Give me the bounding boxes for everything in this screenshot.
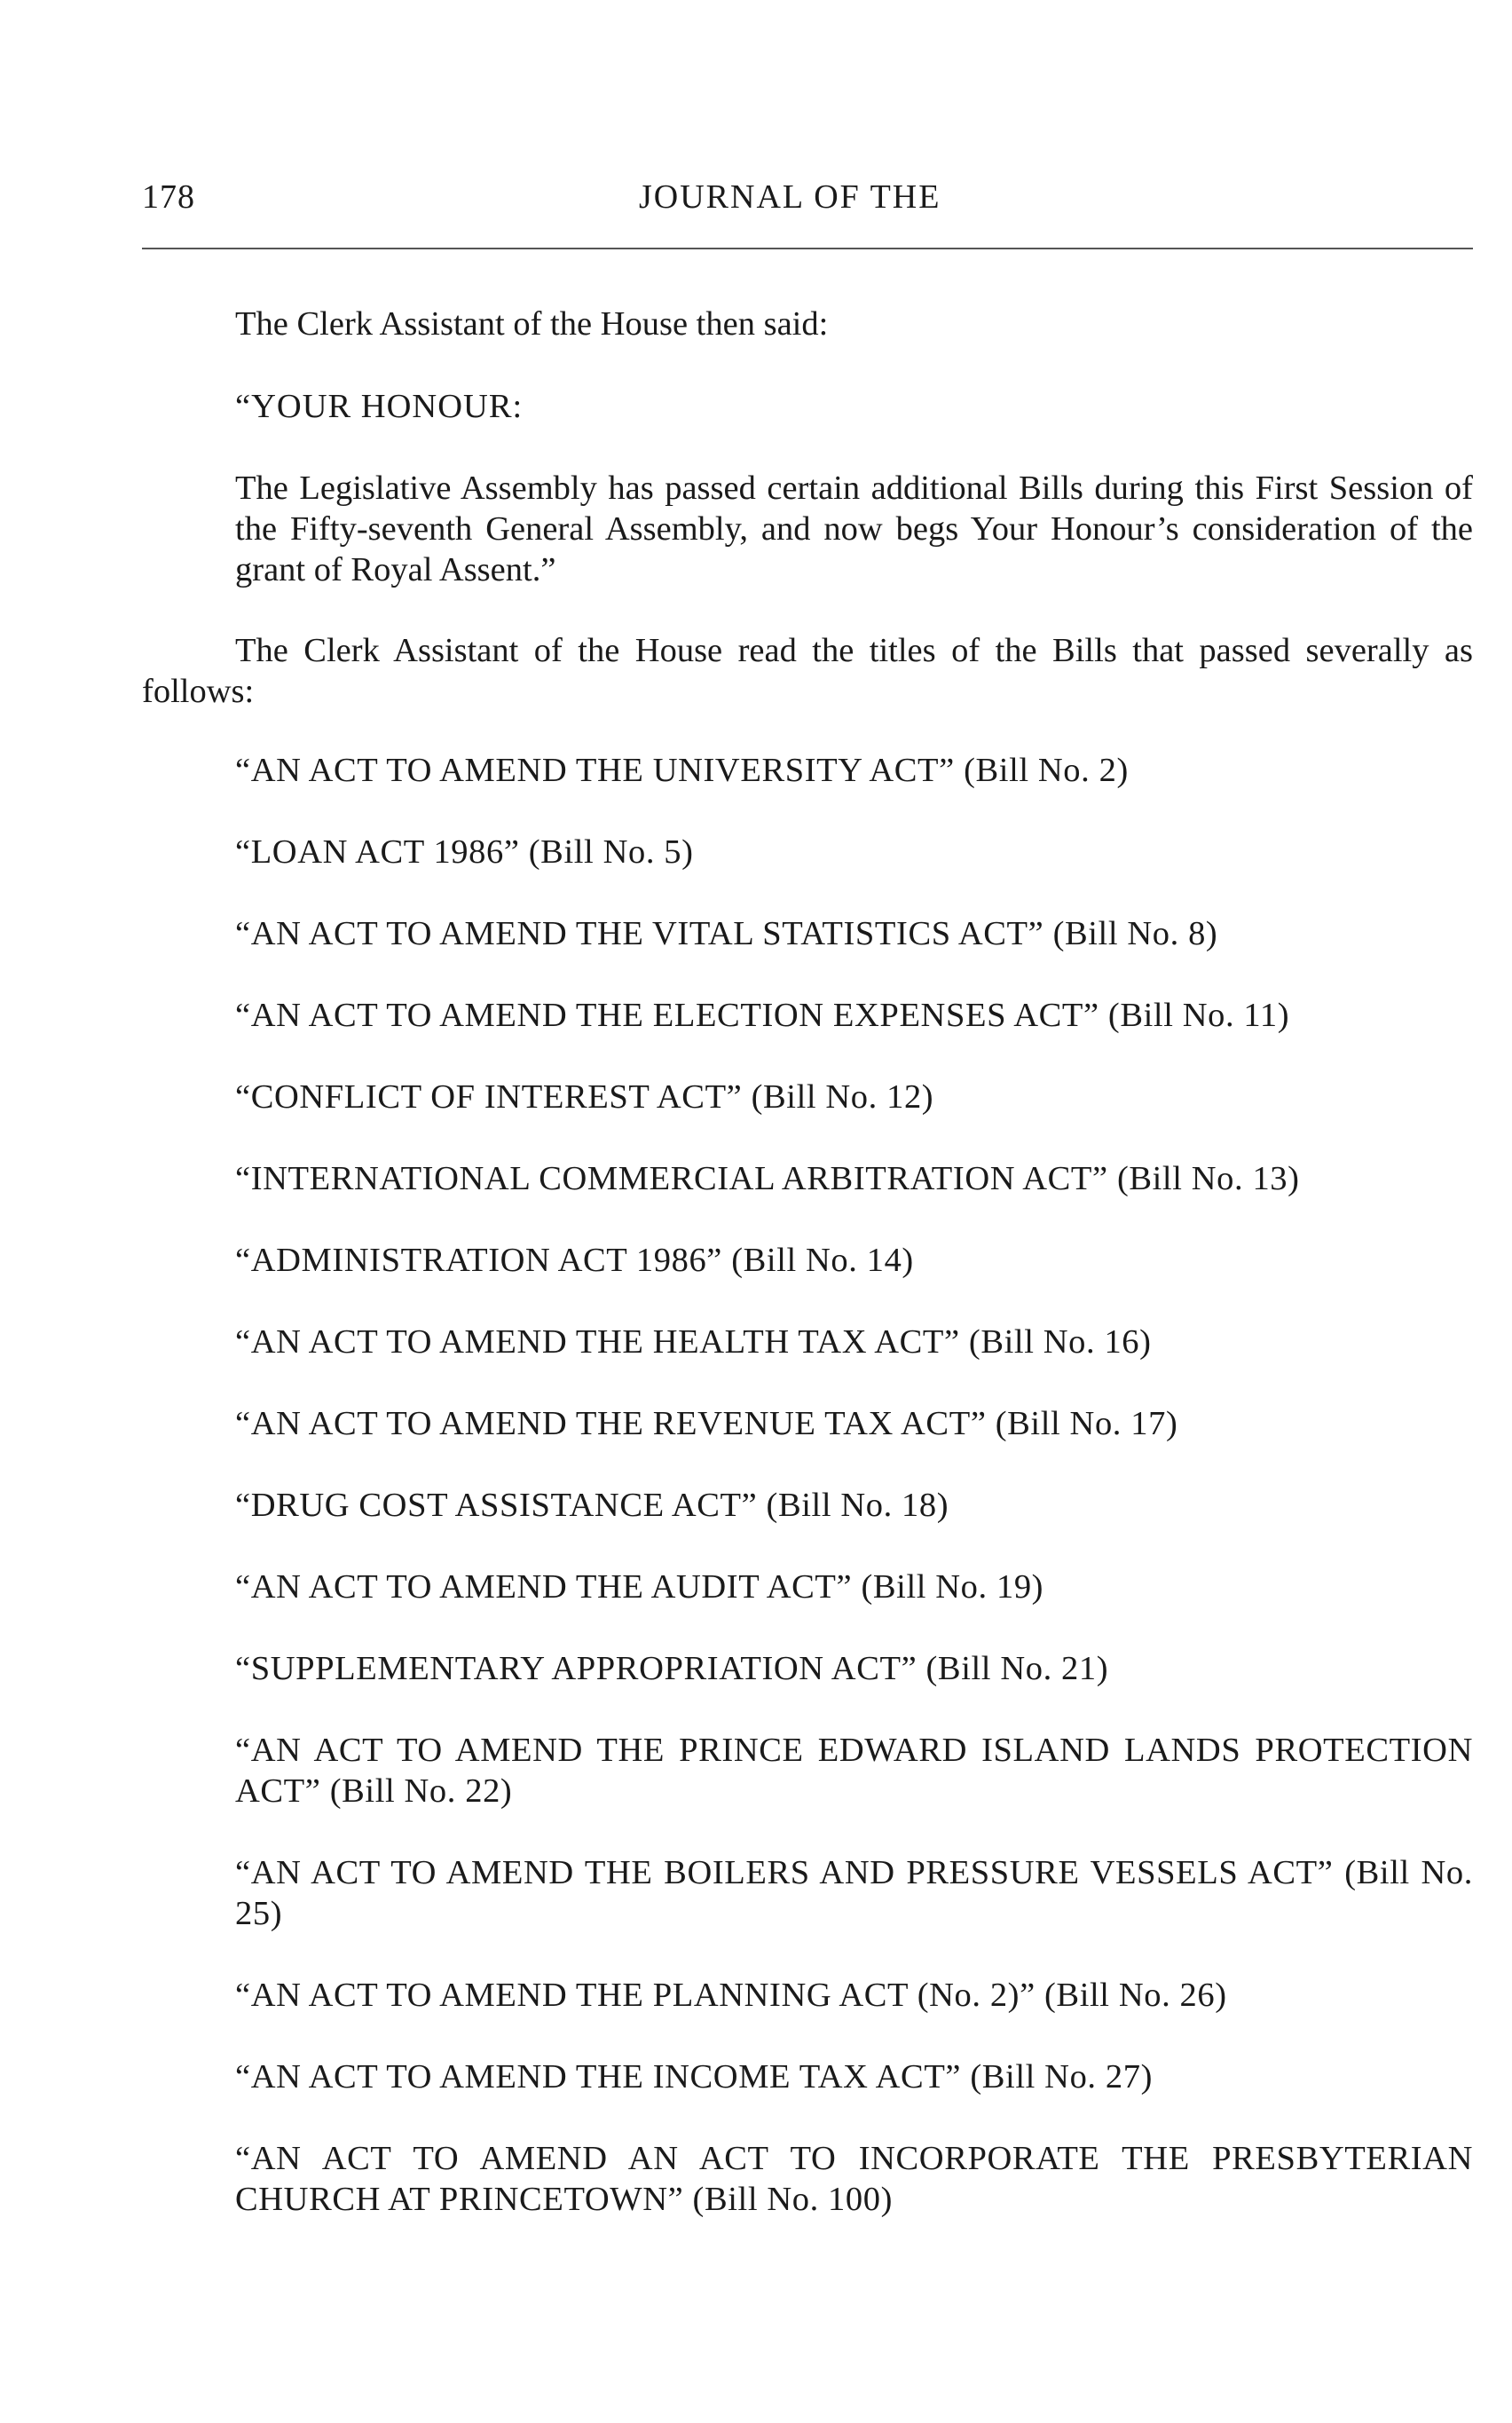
bill-item: “AN ACT TO AMEND THE VITAL STATISTICS ACT” (Bill No. 8): [235, 915, 1218, 952]
bill-item: “AN ACT TO AMEND THE BOILERS AND PRESSURE VESSELS ACT” (Bill No. 25): [235, 1854, 1473, 1932]
page-header: [142, 178, 1473, 231]
bill-item: “AN ACT TO AMEND THE PLANNING ACT (No. 2)” (Bill No. 26): [235, 1977, 1227, 2014]
running-head: JOURNAL OF THE: [639, 178, 941, 216]
bill-item: “DRUG COST ASSISTANCE ACT” (Bill No. 18): [235, 1487, 949, 1524]
bill-item: “AN ACT TO AMEND THE PRINCE EDWARD ISLAND LANDS PROTECTION ACT” (Bill No. 22): [235, 1732, 1473, 1810]
bill-item: “AN ACT TO AMEND THE AUDIT ACT” (Bill No. 19): [235, 1568, 1044, 1606]
bill-item: “SUPPLEMENTARY APPROPRIATION ACT” (Bill No. 21): [235, 1650, 1109, 1687]
bill-item: “INTERNATIONAL COMMERCIAL ARBITRATION ACT” (Bill No. 13): [235, 1160, 1300, 1197]
paragraph-clerk-said: The Clerk Assistant of the House then said:: [235, 305, 829, 343]
bill-item: “AN ACT TO AMEND THE HEALTH TAX ACT” (Bill No. 16): [235, 1323, 1152, 1361]
bill-item: “ADMINISTRATION ACT 1986” (Bill No. 14): [235, 1242, 914, 1279]
bill-list: [235, 750, 1473, 2261]
bill-item: “AN ACT TO AMEND THE ELECTION EXPENSES ACT” (Bill No. 11): [235, 997, 1290, 1034]
paragraph-your-honour: “YOUR HONOUR:: [235, 388, 524, 425]
bill-item: “CONFLICT OF INTEREST ACT” (Bill No. 12): [235, 1078, 934, 1116]
bill-item: “AN ACT TO AMEND THE INCOME TAX ACT” (Bill No. 27): [235, 2058, 1153, 2095]
bill-item: “AN ACT TO AMEND THE REVENUE TAX ACT” (Bill No. 17): [235, 1405, 1178, 1442]
paragraph-read-titles: The Clerk Assistant of the House read the titles of the Bills that passed severally as follows:: [142, 632, 1473, 710]
bill-item: “LOAN ACT 1986” (Bill No. 5): [235, 833, 694, 871]
page-number: 178: [142, 178, 195, 216]
bill-item: “AN ACT TO AMEND AN ACT TO INCORPORATE THE PRESBYTERIAN CHURCH AT PRINCETOWN” (Bill No. 100): [235, 2140, 1473, 2218]
bill-item: “AN ACT TO AMEND THE UNIVERSITY ACT” (Bill No. 2): [235, 752, 1129, 789]
header-rule: [142, 248, 1473, 249]
paragraph-legislative-assembly: The Legislative Assembly has passed certain additional Bills during this First Session of the Fifty-seventh General Assembly, and now begs Your Honour’s consideration of the grant of Royal Assent.”: [235, 470, 1473, 588]
